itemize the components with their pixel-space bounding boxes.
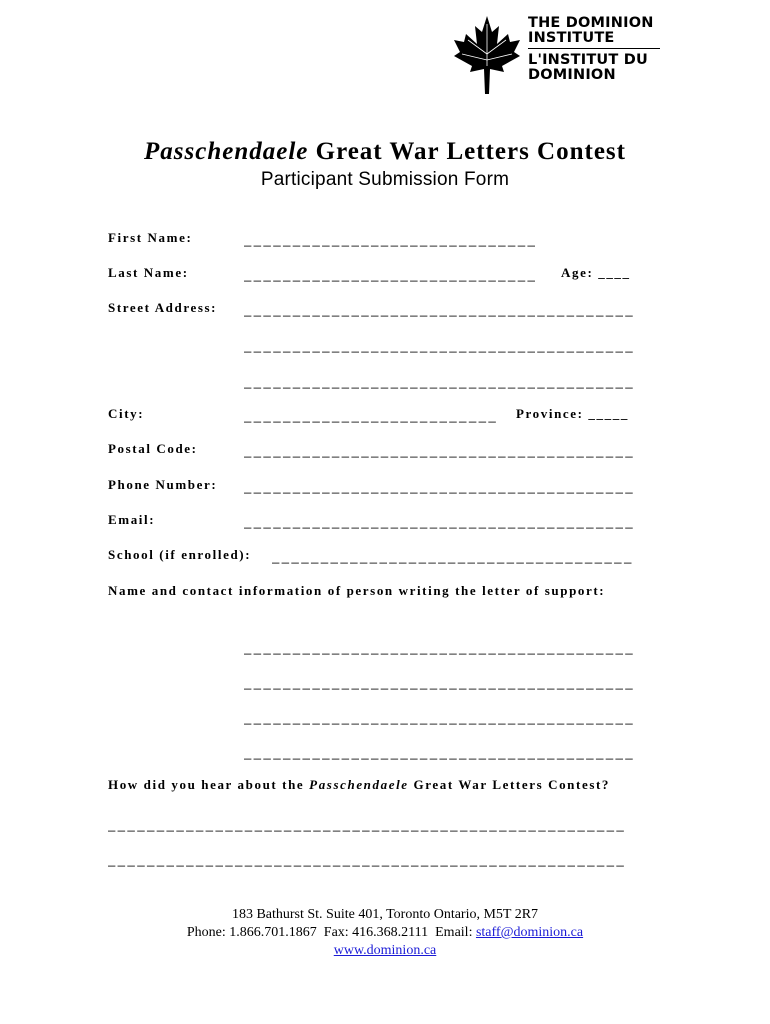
footer-website-line — [0, 942, 770, 960]
logo-divider — [528, 48, 660, 49]
logo-fr-line-1: L'INSTITUT DU — [528, 52, 648, 68]
logo-fr-line-2: DOMINION — [528, 66, 616, 83]
province-label[interactable]: Province: _____ — [516, 406, 629, 421]
email-field[interactable]: ________________________________________ — [244, 514, 636, 529]
maple-leaf-icon — [452, 14, 522, 96]
email-label: Email: — [108, 512, 156, 527]
phone-number-label: Phone Number: — [108, 477, 218, 492]
postal-code-label: Postal Code: — [108, 441, 198, 456]
logo-en-line-1: THE DOMINION — [528, 15, 654, 31]
support-contact-label: Name and contact information of person writing the letter of support: — [108, 583, 606, 598]
first-name-field[interactable]: ______________________________ — [244, 232, 538, 247]
school-field[interactable]: _____________________________________ — [272, 549, 634, 564]
support-contact-field-4[interactable]: ________________________________________ — [244, 745, 636, 760]
footer-email-link[interactable]: staff@dominion.ca — [475, 925, 584, 940]
hear-about-field-1[interactable]: _____________________________________________________ — [108, 817, 627, 832]
footer-address: 183 Bathurst St. Suite 401, Toronto Ontario, M5T 2R7 — [231, 907, 539, 922]
last-name-label: Last Name: — [108, 265, 189, 280]
logo-en-line-2: INSTITUTE — [528, 29, 615, 46]
hear-italic: Passchendaele — [309, 777, 409, 792]
support-contact-field-1[interactable]: ________________________________________ — [244, 640, 636, 655]
institute-logo-text — [528, 16, 668, 82]
hear-about-label — [108, 777, 610, 793]
support-contact-field-3[interactable]: ________________________________________ — [244, 710, 636, 725]
footer-phone-line — [0, 924, 770, 942]
hear-about-field-2[interactable]: _____________________________________________________ — [108, 852, 627, 867]
city-field[interactable]: __________________________ — [244, 408, 499, 423]
title-rest: Great War Letters Contest — [308, 138, 626, 165]
street-address-field-3[interactable]: ________________________________________ — [244, 374, 636, 389]
title-italic: Passchendaele — [144, 138, 309, 165]
first-name-label: First Name: — [108, 230, 193, 245]
street-address-field-1[interactable]: ________________________________________ — [244, 302, 636, 317]
hear-prefix: How did you hear about the — [108, 777, 310, 792]
postal-code-field[interactable]: ________________________________________ — [244, 443, 636, 458]
phone-number-field[interactable]: ________________________________________ — [244, 479, 636, 494]
hear-suffix: Great War Letters Contest? — [408, 777, 611, 792]
street-address-label: Street Address: — [108, 300, 218, 315]
footer-contact — [0, 906, 770, 960]
city-label: City: — [108, 406, 145, 421]
age-label[interactable]: Age: ____ — [561, 265, 631, 280]
last-name-field[interactable]: ______________________________ — [244, 267, 538, 282]
school-label: School (if enrolled): — [108, 547, 252, 562]
page-subtitle: Participant Submission Form — [260, 169, 510, 190]
footer-website-link[interactable]: www.dominion.ca — [333, 943, 437, 958]
street-address-field-2[interactable]: ________________________________________ — [244, 338, 636, 353]
page-title — [0, 138, 770, 166]
support-contact-field-2[interactable]: ________________________________________ — [244, 675, 636, 690]
footer-phone-fax: Phone: 1.866.701.1867 Fax: 416.368.2111 Email: — [186, 925, 476, 940]
